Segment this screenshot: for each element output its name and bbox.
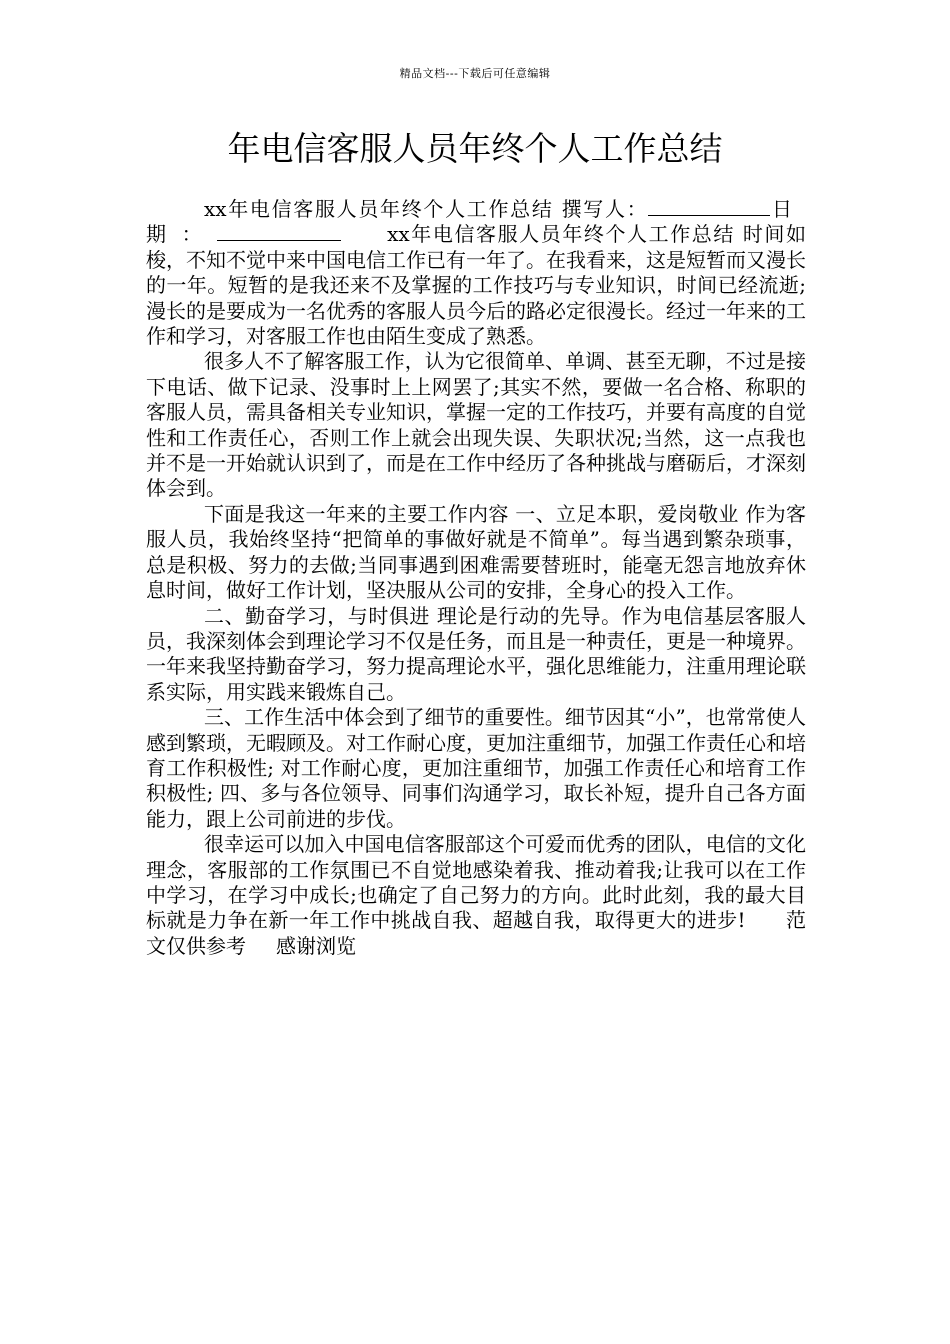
closing-note-thanks: 感谢浏览: [276, 933, 356, 958]
intro-heading: xx年电信客服人员年终个人工作总结: [204, 197, 554, 221]
author-label: 撰写人：: [561, 197, 649, 221]
closing-paragraph: [146, 832, 806, 959]
intro-paragraph: [146, 197, 806, 349]
intro-lead: xx年电信客服人员年终个人工作总结 时间如梭，不知不觉中来中国电信工作已有一年了。在我看来，这是短暂而又漫长的一年。短暂的是我还来不及掌握的工作技巧与专业知识，时间已经流逝;漫长的是要成为一名优秀的客服人员今后的路必定很漫长。经过一年来的工作和学习，对客服工作也由陌生变成了熟悉。: [146, 222, 806, 349]
closing-note-reference: 范文仅供参考: [146, 908, 806, 958]
closing-text: 很幸运可以加入中国电信客服部这个可爱而优秀的团队，电信的文化理念，客服部的工作氛围已不自觉地感染着我、推动着我;让我可以在工作中学习，在学习中成长;也确定了自己努力的方向。此时此刻，我的最大目标就是力争在新一年工作中挑战自我、超越自我，取得更大的进步!: [146, 832, 806, 933]
document-title: 年电信客服人员年终个人工作总结: [227, 129, 723, 168]
author-blank: [648, 197, 770, 216]
date-label: 日期：: [146, 197, 807, 247]
header-note: 精品文档---下载后可任意编辑: [399, 67, 551, 80]
paragraph-1: 很多人不了解客服工作，认为它很简单、单调、甚至无聊，不过是接下电话、做下记录、没事时上上网罢了;其实不然，要做一名合格、称职的客服人员，需具备相关专业知识，掌握一定的工作技巧，并要有高度的自觉性和工作责任心，否则工作上就会出现失误、失职状况;当然，这一点我也并不是一开始就认识到了，而是在工作中经历了各种挑战与磨砺后，才深刻体会到。: [146, 349, 806, 501]
date-blank: [217, 222, 341, 241]
paragraph-3: 二、勤奋学习，与时俱进 理论是行动的先导。作为电信基层客服人员，我深刻体会到理论学习不仅是任务，而且是一种责任，更是一种境界。一年来我坚持勤奋学习，努力提高理论水平，强化思维能力，注重用理论联系实际，用实践来锻炼自己。: [146, 603, 806, 704]
paragraph-2: 下面是我这一年来的主要工作内容 一、立足本职，爱岗敬业 作为客服人员，我始终坚持“把简单的事做好就是不简单”。每当遇到繁杂琐事，总是积极、努力的去做;当同事遇到困难需要替班时，能毫无怨言地放弃休息时间，做好工作计划，坚决服从公司的安排，全身心的投入工作。: [146, 501, 806, 603]
document-body: [146, 197, 806, 959]
paragraph-4: 三、工作生活中体会到了细节的重要性。细节因其“小”，也常常使人感到繁琐，无暇顾及。对工作耐心度，更加注重细节，加强工作责任心和培育工作积极性; 对工作耐心度，更加注重细节，加强工作责任心和培育工作积极性; 四、多与各位领导、同事们沟通学习，取长补短，提升自己各方面能力，跟上公司前进的步伐。: [146, 705, 806, 831]
